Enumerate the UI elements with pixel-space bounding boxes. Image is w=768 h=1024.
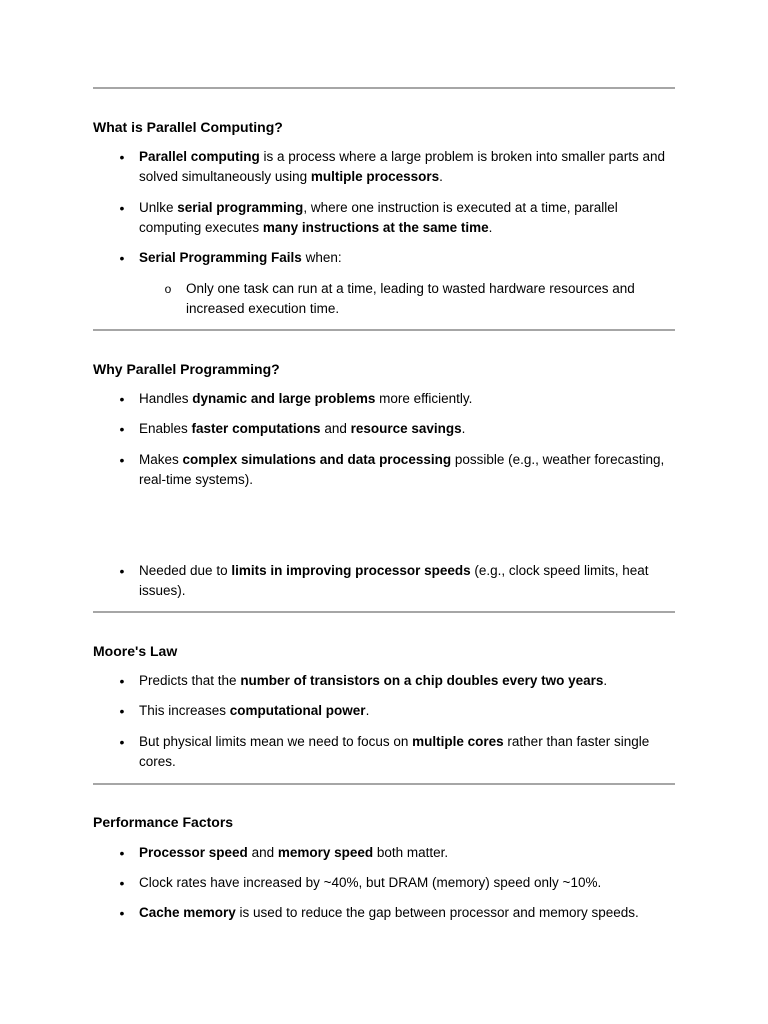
item-text: Unlke serial programming, where one instruction is executed at a time, parallel computing executes many instructions at the same time.	[139, 200, 618, 235]
bullet-icon: •	[119, 673, 125, 689]
bullet-icon: •	[119, 149, 125, 165]
list-item	[119, 450, 674, 490]
circle-bullet-icon: o	[164, 282, 172, 296]
bullet-icon: •	[119, 421, 125, 437]
item-text: Only one task can run at a time, leading to wasted hardware resources and increased execution time.	[186, 281, 635, 316]
list-item	[119, 198, 674, 238]
bullet-icon: •	[119, 452, 125, 468]
item-text: Enables faster computations and resource savings.	[139, 421, 466, 436]
item-text: Needed due to limits in improving processor speeds (e.g., clock speed limits, heat issues).	[139, 563, 649, 598]
bullet-icon: •	[119, 875, 125, 891]
item-text: Makes complex simulations and data processing possible (e.g., weather forecasting, real-time systems).	[139, 452, 665, 487]
item-text: Predicts that the number of transistors on a chip doubles every two years.	[139, 673, 608, 688]
divider	[93, 87, 675, 89]
item-text: Cache memory is used to reduce the gap between processor and memory speeds.	[139, 905, 639, 920]
list-item	[119, 732, 674, 772]
divider	[93, 329, 675, 331]
item-text: But physical limits mean we need to focus on multiple cores rather than faster single cores.	[139, 734, 650, 769]
divider	[93, 783, 675, 785]
sub-list-item	[164, 279, 676, 319]
bullet-icon: •	[119, 703, 125, 719]
bullet-icon: •	[119, 563, 125, 579]
list-item	[119, 903, 674, 923]
list-item	[119, 389, 674, 409]
bullet-icon: •	[119, 905, 125, 921]
item-text: This increases computational power.	[139, 703, 370, 718]
section-heading: What is Parallel Computing?	[93, 119, 283, 135]
list-item	[119, 561, 674, 601]
bullet-icon: •	[119, 391, 125, 407]
list-item	[119, 843, 674, 863]
list-item	[119, 147, 674, 187]
list-item	[119, 701, 674, 721]
item-text: Handles dynamic and large problems more efficiently.	[139, 391, 473, 406]
divider	[93, 611, 675, 613]
item-text: Clock rates have increased by ~40%, but DRAM (memory) speed only ~10%.	[139, 875, 602, 890]
list-item	[119, 248, 674, 268]
item-text: Processor speed and memory speed both matter.	[139, 845, 449, 860]
section-heading: Moore's Law	[93, 643, 178, 659]
list-item	[119, 671, 674, 691]
bullet-icon: •	[119, 734, 125, 750]
section-heading: Why Parallel Programming?	[93, 361, 280, 377]
item-text: Parallel computing is a process where a large problem is broken into smaller parts and solved simultaneously using multiple processors.	[139, 149, 665, 184]
bullet-icon: •	[119, 200, 125, 216]
bullet-icon: •	[119, 250, 125, 266]
list-item	[119, 419, 674, 439]
list-item	[119, 873, 674, 893]
section-heading: Performance Factors	[93, 814, 234, 830]
bullet-icon: •	[119, 845, 125, 861]
item-text: Serial Programming Fails when:	[139, 250, 342, 265]
